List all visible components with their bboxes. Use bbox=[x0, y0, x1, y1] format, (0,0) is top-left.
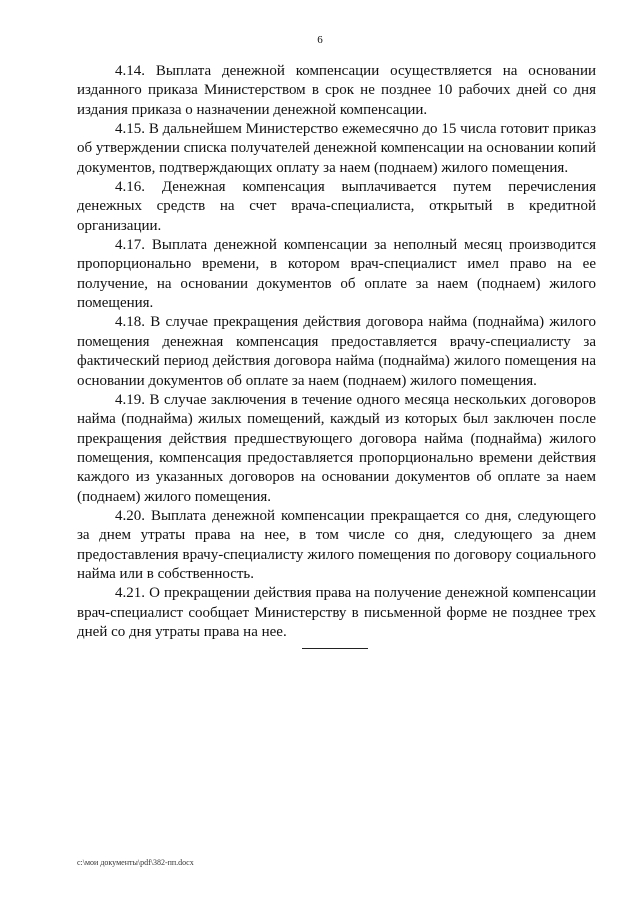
document-body bbox=[77, 62, 596, 642]
end-of-document-rule bbox=[302, 648, 368, 649]
paragraph-4-14: 4.14. Выплата денежной компенсации осуществляется на основании изданного приказа Министерством в срок не позднее 10 рабочих дней со дня издания приказа о назначении денежной компенсации. bbox=[77, 63, 596, 118]
paragraph-4-19: 4.19. В случае заключения в течение одного месяца нескольких договоров найма (поднайма) жилых помещений, каждый из которых был заключен после прекращения действия предшествующего договора найма (поднайма) жилого помещения, компенсация предоставляется пропорционально времени действия каждого из указанных договоров на основании документов об оплате за наем (поднаем) жилого помещения. bbox=[77, 391, 596, 505]
paragraph-4-16: 4.16. Денежная компенсация выплачивается путем перечисления денежных средств на счет врача-специалиста, открытый в кредитной организации. bbox=[77, 179, 596, 234]
paragraph-4-15: 4.15. В дальнейшем Министерство ежемесячно до 15 числа готовит приказ об утверждении списка получателей денежной компенсации на основании копий документов, подтверждающих оплату за наем (поднаем) жилого помещения. bbox=[77, 121, 596, 176]
paragraph-4-17: 4.17. Выплата денежной компенсации за неполный месяц производится пропорционально времени, в котором врач-специалист имел право на ее получение, на основании документов об оплате за наем (поднаем) жилого помещения. bbox=[77, 237, 596, 312]
paragraph-4-21: 4.21. О прекращении действия права на получение денежной компенсации врач-специалист сообщает Министерству в письменной форме не позднее трех дней со дня утраты права на нее. bbox=[77, 585, 596, 640]
footer-file-path: c:\мои документы\pdf\382-пп.docx bbox=[77, 858, 194, 867]
paragraph-4-20: 4.20. Выплата денежной компенсации прекращается со дня, следующего за днем утраты права на нее, в том числе со дня, следующего за днем предоставления врачу-специалисту жилого помещения по договору социального найма или в собственность. bbox=[77, 507, 596, 582]
paragraph-4-18: 4.18. В случае прекращения действия договора найма (поднайма) жилого помещения денежная компенсация предоставляется врачу-специалисту за фактический период действия договора найма (поднайма) жилого помещения на основании документов об оплате за наем (поднаем) жилого помещения. bbox=[77, 314, 596, 389]
page-number: 6 bbox=[317, 34, 323, 46]
